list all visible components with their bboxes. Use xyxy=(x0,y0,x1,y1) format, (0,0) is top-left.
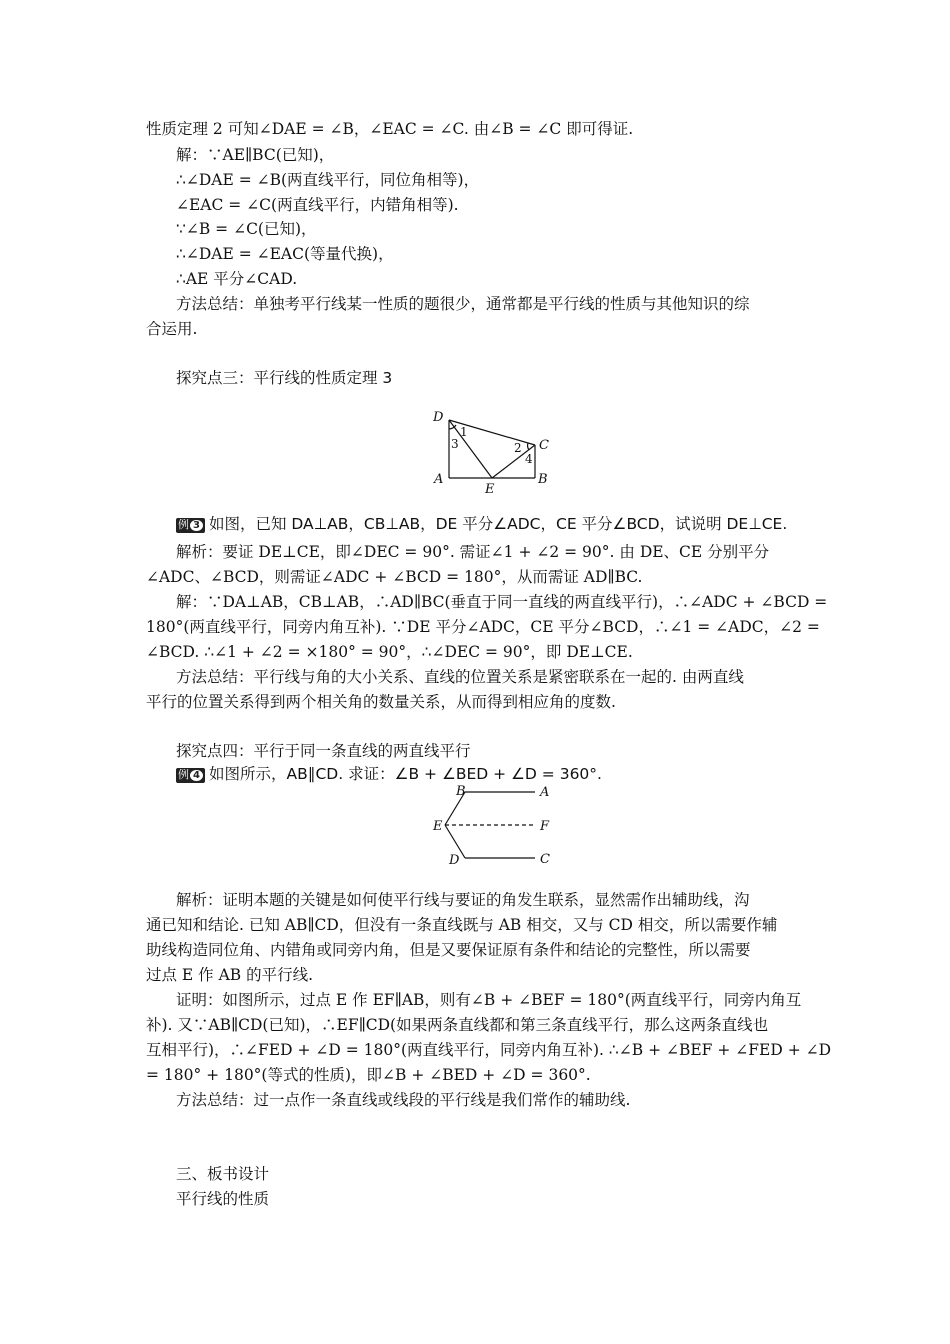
text-line: ∴∠DAE = ∠EAC(等量代换)， xyxy=(176,245,394,263)
section-heading: 三、板书设计 xyxy=(176,1165,270,1183)
text-line: 过点 E 作 AB 的平行线. xyxy=(146,966,314,984)
solution-text: 解：∵DA⊥AB，CB⊥AB，∴AD∥BC(垂直于同一直线的两直线平行)，∴∠ADC + ∠BCD = xyxy=(176,593,828,611)
text-line: ∠ADC、∠BCD，则需证∠ADC + ∠BCD = 180°，从而需证 AD∥BC. xyxy=(146,568,643,586)
label-D: D xyxy=(449,853,460,868)
label-E: E xyxy=(485,482,495,495)
text-line: ∠BCD. ∴∠1 + ∠2 = ×180° = 90°，∴∠DEC = 90°，即 DE⊥CE. xyxy=(146,643,633,661)
text-line: 180°(两直线平行，同旁内角互补). ∵DE 平分∠ADC，CE 平分∠BCD，∴∠1 = ∠ADC，∠2 = xyxy=(146,618,820,636)
label-angle-4: 4 xyxy=(525,452,533,466)
section-heading: 探究点三：平行线的性质定理 3 xyxy=(176,369,393,387)
text-line: = 180° + 180°(等式的性质)，即∠B + ∠BED + ∠D = 360°. xyxy=(146,1066,591,1084)
figure-parallel-lines xyxy=(425,783,560,868)
text-line: 性质定理 2 可知∠DAE = ∠B，∠EAC = ∠C. 由∠B = ∠C 即可得证. xyxy=(146,120,634,138)
subheading: 平行线的性质 xyxy=(176,1190,270,1208)
section-heading: 探究点四：平行于同一条直线的两直线平行 xyxy=(176,742,471,760)
angle-arc-c xyxy=(528,443,529,450)
label-A: A xyxy=(540,785,550,800)
label-angle-2: 2 xyxy=(514,441,522,455)
text-line: 补). 又∵AB∥CD(已知)，∴EF∥CD(如果两条直线都和第三条直线平行，那么这两条直线也 xyxy=(146,1016,769,1034)
label-B: B xyxy=(538,472,548,487)
text-line: 助线构造同位角、内错角或同旁内角，但是又要保证原有条件和结论的完整性，所以需要 xyxy=(146,941,751,959)
method-summary: 方法总结：过一点作一条直线或线段的平行线是我们常作的辅助线. xyxy=(176,1091,631,1109)
example-3: 例 3 如图，已知 DA⊥AB，CB⊥AB，DE 平分∠ADC，CE 平分∠BCD，试说明 DE⊥CE. xyxy=(178,515,788,533)
label-A: A xyxy=(434,472,444,487)
figure-quadrilateral xyxy=(425,405,565,495)
text-line: ∴AE 平分∠CAD. xyxy=(176,270,298,288)
method-summary: 方法总结：单独考平行线某一性质的题很少，通常都是平行线的性质与其他知识的综 xyxy=(176,295,750,313)
label-C: C xyxy=(539,438,549,453)
example-badge: 例 4 xyxy=(176,768,205,783)
label-D: D xyxy=(433,410,444,425)
text-line: ∵∠B = ∠C(已知)， xyxy=(176,220,317,238)
analysis-text: 解析：证明本题的关键是如何使平行线与要证的角发生联系，显然需作出辅助线，沟 xyxy=(176,891,750,909)
text-line: 互相平行)，∴∠FED + ∠D = 180°(两直线平行，同旁内角互补). ∴∠B + ∠BEF + ∠FED + ∠D xyxy=(146,1041,832,1059)
proof-text: 证明：如图所示，过点 E 作 EF∥AB，则有∠B + ∠BEF = 180°(两直线平行，同旁内角互 xyxy=(176,991,802,1009)
text-line: 通已知和结论. 已知 AB∥CD，但没有一条直线既与 AB 相交，又与 CD 相交，所以需要作辅 xyxy=(146,916,778,934)
label-B: B xyxy=(456,784,466,799)
label-F: F xyxy=(540,819,550,834)
example-4: 例 4 如图所示，AB∥CD. 求证：∠B + ∠BED + ∠D = 360°. xyxy=(178,765,602,783)
text-line: ∠EAC = ∠C(两直线平行，内错角相等). xyxy=(176,196,459,214)
method-summary: 方法总结：平行线与角的大小关系、直线的位置关系是紧密联系在一起的. 由两直线 xyxy=(176,668,744,686)
example-badge: 例 3 xyxy=(176,518,205,533)
label-angle-1: 1 xyxy=(460,425,468,439)
label-angle-3: 3 xyxy=(451,437,459,451)
text-line: 平行的位置关系得到两个相关角的数量关系，从而得到相应角的度数. xyxy=(146,693,616,711)
label-C: C xyxy=(540,852,550,867)
analysis-text: 解析：要证 DE⊥CE，即∠DEC = 90°. 需证∠1 + ∠2 = 90°. 由 DE、CE 分别平分 xyxy=(176,543,770,561)
label-E: E xyxy=(433,819,443,834)
text-line: ∴∠DAE = ∠B(两直线平行，同位角相等)， xyxy=(176,171,480,189)
text-line: 合运用. xyxy=(146,320,198,338)
text-line: 解：∵AE∥BC(已知)， xyxy=(176,146,335,164)
